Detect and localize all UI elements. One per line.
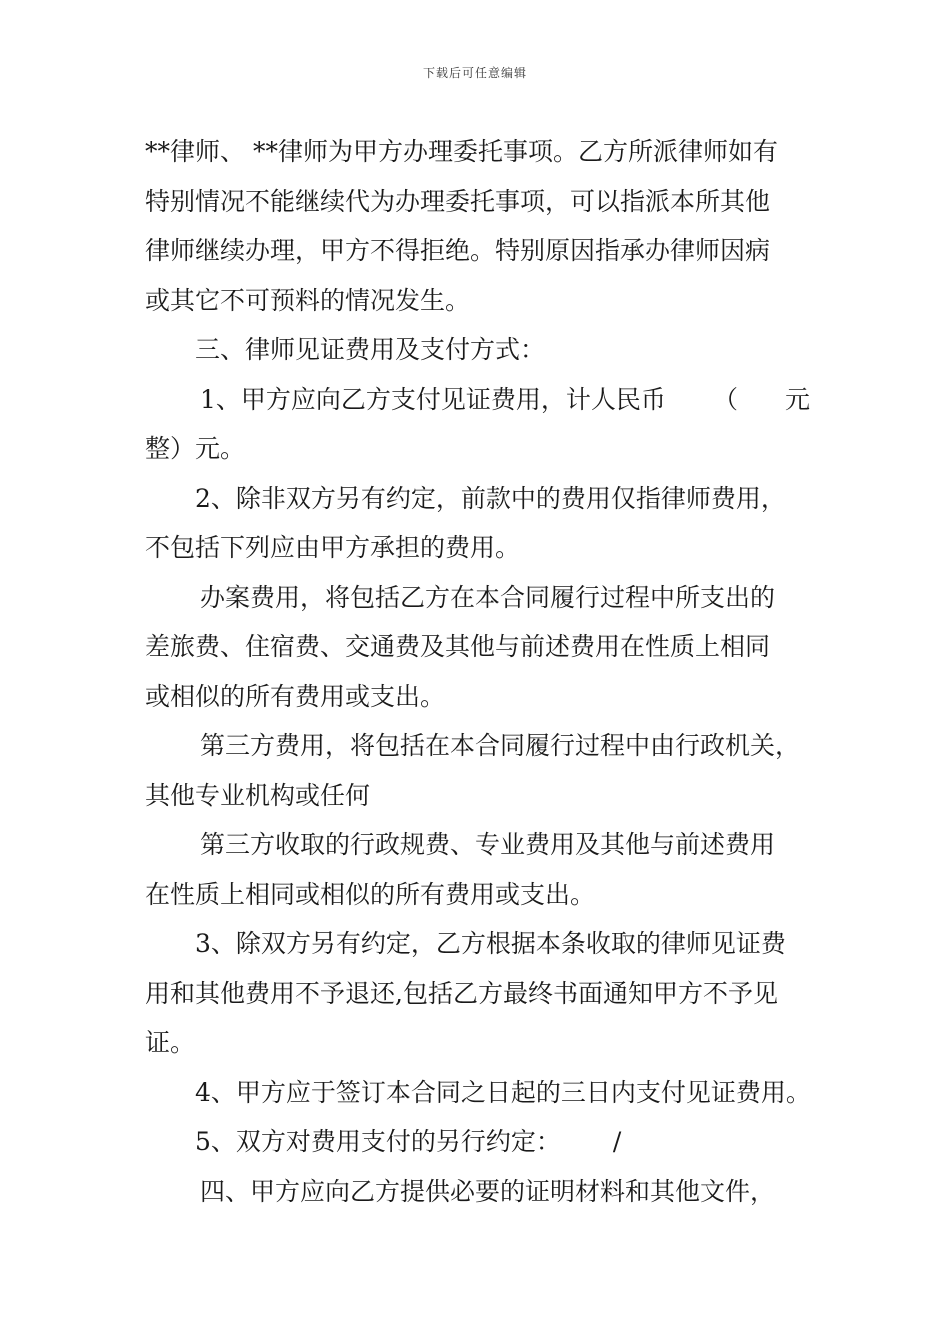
paragraph-line: 整）元。: [145, 434, 246, 463]
document-body: [145, 127, 810, 1216]
paragraph-line: 用和其他费用不予退还,包括乙方最终书面通知甲方不予见: [145, 978, 778, 1008]
fee-clause-text: 1、甲方应向乙方支付见证费用，计人民币: [200, 384, 666, 414]
paragraph-line: 第三方费用，将包括在本合同履行过程中由行政机关，: [200, 731, 801, 760]
paragraph-line: 在性质上相同或相似的所有费用或支出。: [145, 879, 596, 909]
paragraph-line: 办案费用，将包括乙方在本合同履行过程中所支出的: [200, 582, 776, 612]
paragraph-line: **律师、 **律师为甲方办理委托事项。乙方所派律师如有: [145, 137, 778, 166]
paragraph-line: 不包括下列应由甲方承担的费用。: [145, 533, 521, 562]
paragraph-line: 其他专业机构或任何: [145, 780, 371, 810]
section-heading: 四、甲方应向乙方提供必要的证明材料和其他文件，: [200, 1176, 776, 1206]
section-heading: 三、律师见证费用及支付方式：: [195, 335, 546, 364]
paragraph-line: 第三方收取的行政规费、专业费用及其他与前述费用: [200, 830, 776, 859]
paragraph-line: 3、除双方另有约定，乙方根据本条收取的律师见证费: [195, 929, 786, 958]
paragraph-line: [145, 375, 810, 425]
paragraph-line: 2、除非双方另有约定，前款中的费用仅指律师费用，: [195, 483, 786, 513]
paragraph-line: 律师继续办理，甲方不得拒绝。特别原因指承办律师因病: [145, 236, 771, 265]
paragraph-line: 特别情况不能继续代为办理委托事项，可以指派本所其他: [145, 186, 771, 216]
paragraph-line: 差旅费、住宿费、交通费及其他与前述费用在性质上相同: [145, 632, 771, 661]
paragraph-line: 4、甲方应于签订本合同之日起的三日内支付见证费用。: [195, 1077, 811, 1107]
paragraph-line: 或相似的所有费用或支出。: [145, 681, 446, 711]
fee-unit: 元: [784, 384, 810, 414]
paragraph-line: [145, 1117, 810, 1167]
paragraph-line: 或其它不可预料的情况发生。: [145, 285, 471, 315]
page-header: 下载后可任意编辑: [422, 66, 527, 80]
other-agreement-value: /: [612, 1127, 622, 1156]
other-agreement-label: 5、双方对费用支付的另行约定：: [195, 1127, 561, 1156]
fee-open-paren: （: [712, 384, 738, 414]
paragraph-line: 证。: [145, 1028, 196, 1057]
